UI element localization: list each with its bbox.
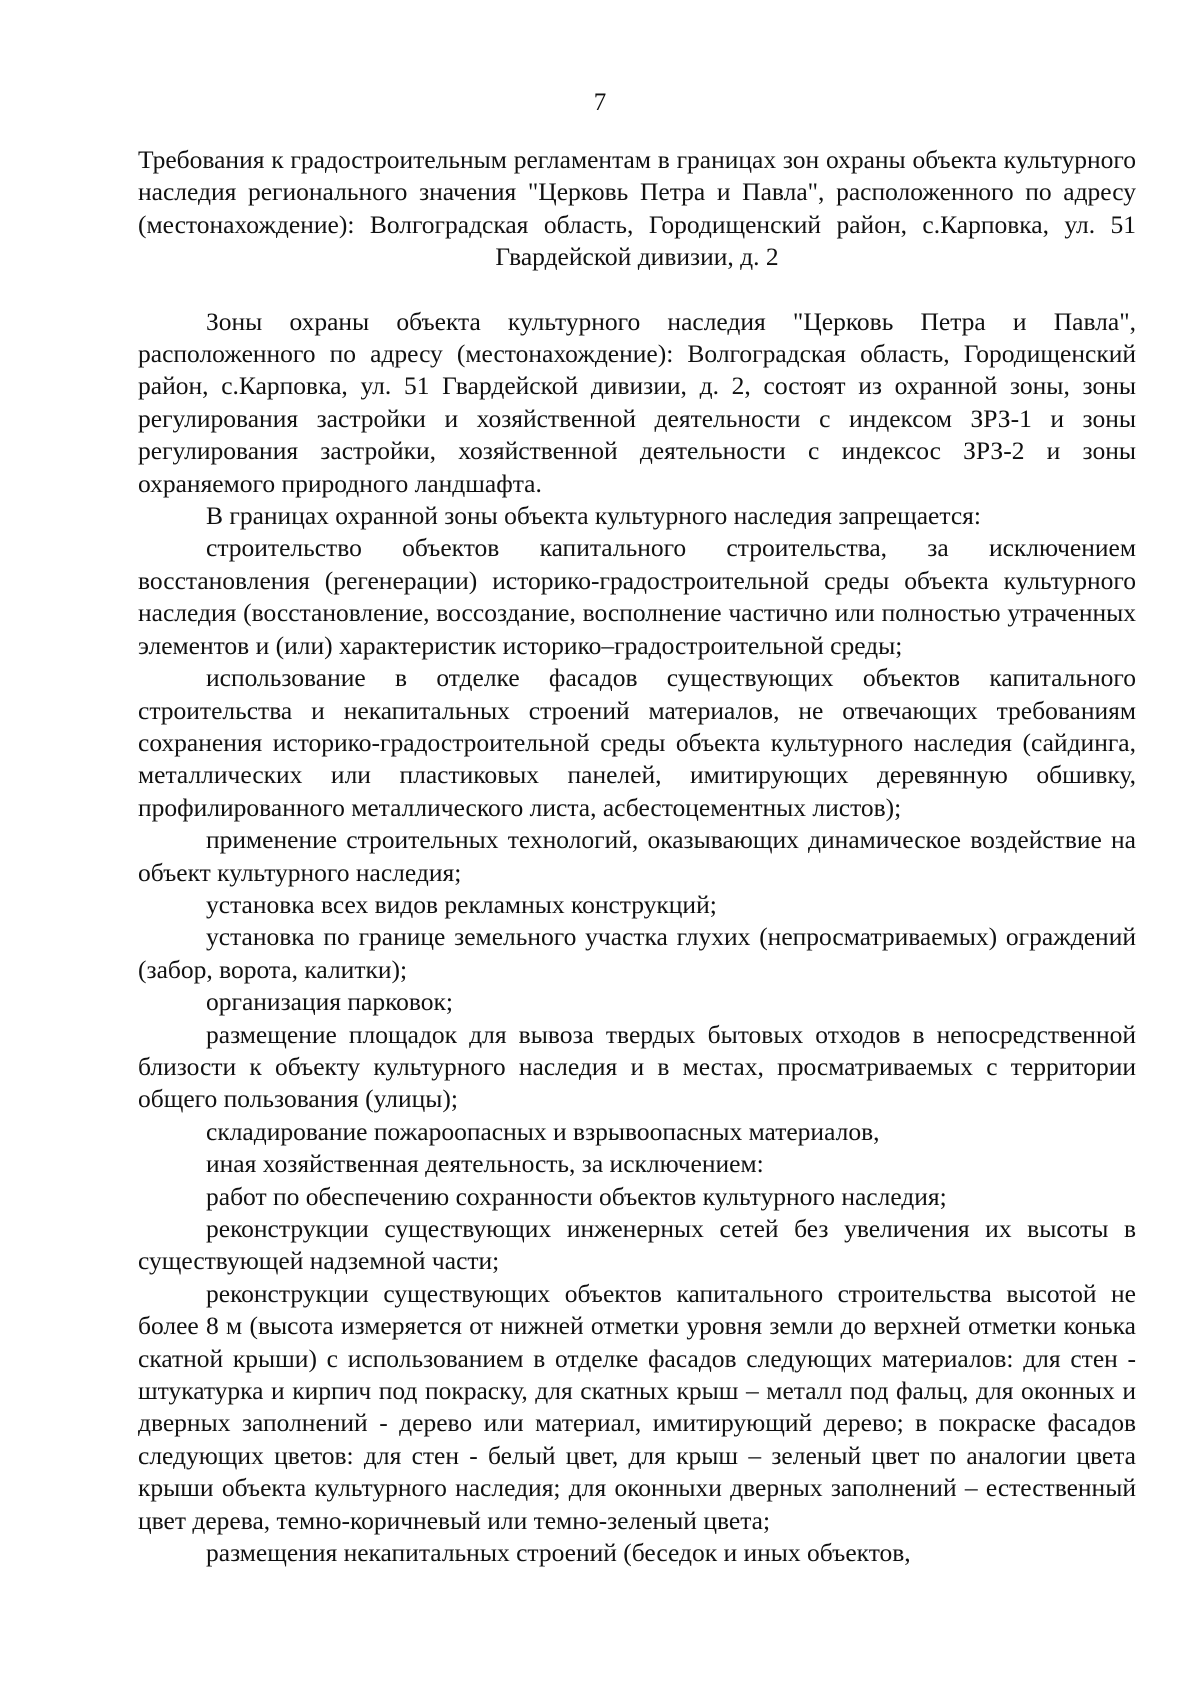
paragraph-fences: установка по границе земельного участка глухих (непросматриваемых) ограждений (забор, ворота, калитки); (138, 922, 1136, 984)
paragraph-preservation-works: работ по обеспечению сохранности объектов культурного наследия; (206, 1181, 947, 1211)
paragraph-zones-description: Зоны охраны объекта культурного наследия "Церковь Петра и Павла", расположенного по адресу (местонахождение): Волгоградская область, Городищенский район, с.Карповка, ул. 51 Гвардейской дивизии, д. 2, состоят из охранной зоны, зоны регулирования застройки и хозяйственной деятельности с индексом ЗРЗ-1 и зоны регулирования застройки, хозяйственной деятельности с индексос ЗРЗ-2 и зоны охраняемого природного ландшафта. (138, 306, 1136, 498)
page-number: 7 (593, 89, 607, 116)
paragraph-parking: организация парковок; (206, 987, 454, 1017)
paragraph-other-activity: иная хозяйственная деятельность, за исключением: (206, 1149, 764, 1179)
title-spacer (138, 274, 1136, 306)
paragraph-temporary-structures: размещения некапитальных строений (беседок и иных объектов, (206, 1538, 911, 1568)
paragraph-waste-sites: размещение площадок для вывоза твердых бытовых отходов в непосредственной близости к объекту культурного наследия и в местах, просматриваемых с территории общего пользования (улицы); (138, 1019, 1136, 1114)
paragraph-advertising: установка всех видов рекламных конструкций; (206, 889, 717, 919)
paragraph-reconstruction: реконструкции существующих объектов капитального строительства высотой не более 8 м (высота измеряется от нижней отметки уровня земли до верхней отметки конька скатной крыши) с использованием в отделке фасадов следующих материалов: для стен - штукатурка и кирпич под покраску, для скатных крыш – металл под фальц, для оконных и дверных заполнений - дерево или материал, имитирующий дерево; в покраске фасадов следующих цветов: для стен - белый цвет, для крыш – зеленый цвет по аналогии цвета крыши объекта культурного наследия; для оконныхи дверных заполнений – естественный цвет дерева, темно-коричневый или темно-зеленый цвета; (138, 1278, 1136, 1535)
paragraph-dynamic-technologies: применение строительных технологий, оказывающих динамическое воздействие на объект культурного наследия; (138, 825, 1136, 887)
document-body (138, 144, 1136, 1569)
paragraph-hazardous-storage: складирование пожароопасных и взрывоопасных материалов, (206, 1116, 880, 1146)
document-title: Требования к градостроительным регламентам в границах зон охраны объекта культурного наследия регионального значения "Церковь Петра и Павла", расположенного по адресу (местонахождение): Волгоградская область, Городищенский район, с.Карповка, ул. 51 Гвардейской дивизии, д. 2 (138, 145, 1136, 272)
paragraph-facade-materials: использование в отделке фасадов существующих объектов капитального строительства и некапитальных строений материалов, не отвечающих требованиям сохранения историко-градостроительной среды объекта культурного наследия (сайдинга, металлических или пластиковых панелей, имитирующих деревянную обшивку, профилированного металлического листа, асбестоцементных листов); (138, 663, 1136, 822)
paragraph-engineering-networks: реконструкции существующих инженерных сетей без увеличения их высоты в существующей надземной части; (138, 1214, 1136, 1276)
paragraph-prohibited-intro: В границах охранной зоны объекта культурного наследия запрещается: (206, 501, 981, 531)
paragraph-capital-construction: строительство объектов капитального строительства, за исключением восстановления (регенерации) историко-градостроительной среды объекта культурного наследия (восстановление, воссоздание, восполнение частично или полностью утраченных элементов и (или) характеристик историко–градостроительной среды; (138, 533, 1136, 660)
